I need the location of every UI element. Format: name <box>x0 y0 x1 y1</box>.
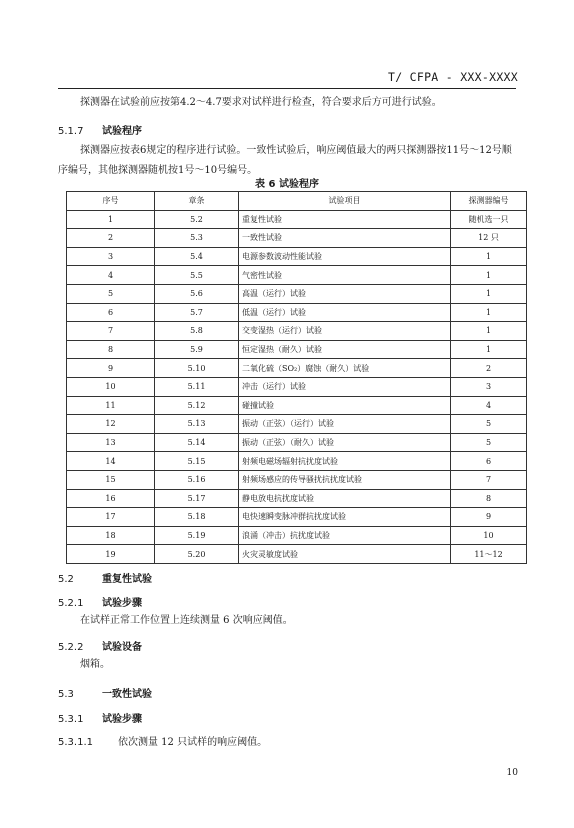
heading-5-1-7 <box>58 122 142 137</box>
cell-clause: 5.14 <box>155 433 239 452</box>
cell-test-item: 冲击（运行）试验 <box>239 377 451 396</box>
cell-seq: 1 <box>67 210 155 229</box>
cell-clause: 5.8 <box>155 322 239 341</box>
table-row <box>67 340 527 359</box>
cell-test-item: 振动（正弦）（耐久）试验 <box>239 433 451 452</box>
cell-seq: 12 <box>67 415 155 434</box>
table-row <box>67 322 527 341</box>
cell-test-item: 重复性试验 <box>239 210 451 229</box>
test-procedure-table <box>66 191 527 564</box>
table-row <box>67 303 527 322</box>
cell-clause: 5.4 <box>155 247 239 266</box>
cell-test-item: 一致性试验 <box>239 229 451 248</box>
cell-test-item: 高温（运行）试验 <box>239 284 451 303</box>
table-row <box>67 396 527 415</box>
cell-detector-no: 8 <box>451 489 527 508</box>
doc-code-header: T/ CFPA - XXX-XXXX <box>387 70 518 84</box>
table-row <box>67 229 527 248</box>
cell-clause: 5.15 <box>155 452 239 471</box>
table-row <box>67 470 527 489</box>
table-row <box>67 508 527 527</box>
col-header-test-item: 试验项目 <box>239 192 451 211</box>
table-row <box>67 247 527 266</box>
heading-title: 试验设备 <box>102 642 142 653</box>
heading-title: 一致性试验 <box>102 689 152 700</box>
cell-test-item: 电快速瞬变脉冲群抗扰度试验 <box>239 508 451 527</box>
cell-detector-no: 1 <box>451 247 527 266</box>
heading-title: 试验步骤 <box>102 598 142 609</box>
cell-seq: 15 <box>67 470 155 489</box>
cell-clause: 5.13 <box>155 415 239 434</box>
cell-detector-no: 10 <box>451 526 527 545</box>
heading-number: 5.2.1 <box>58 598 84 609</box>
col-header-detector-no: 探测器编号 <box>451 192 527 211</box>
col-header-clause: 章条 <box>155 192 239 211</box>
cell-detector-no: 随机选一只 <box>451 210 527 229</box>
cell-clause: 5.18 <box>155 508 239 527</box>
cell-test-item: 碰撞试验 <box>239 396 451 415</box>
heading-5-2-1 <box>58 594 142 609</box>
cell-seq: 14 <box>67 452 155 471</box>
col-header-seq: 序号 <box>67 192 155 211</box>
table-row <box>67 359 527 378</box>
heading-title: 试验步骤 <box>102 714 142 725</box>
cell-seq: 6 <box>67 303 155 322</box>
cell-detector-no: 9 <box>451 508 527 527</box>
cell-test-item: 静电放电抗扰度试验 <box>239 489 451 508</box>
cell-test-item: 射频场感应的传导骚扰抗扰度试验 <box>239 470 451 489</box>
cell-test-item: 恒定湿热（耐久）试验 <box>239 340 451 359</box>
cell-seq: 9 <box>67 359 155 378</box>
cell-test-item: 交变湿热（运行）试验 <box>239 322 451 341</box>
cell-seq: 3 <box>67 247 155 266</box>
cell-detector-no: 3 <box>451 377 527 396</box>
cell-seq: 16 <box>67 489 155 508</box>
clause-number: 5.3.1.1 <box>58 737 93 748</box>
cell-clause: 5.9 <box>155 340 239 359</box>
table-header-row <box>67 192 527 211</box>
intro-paragraph: 探测器在试验前应按第4.2～4.7要求对试样进行检查，符合要求后方可进行试验。 <box>80 97 442 108</box>
cell-clause: 5.12 <box>155 396 239 415</box>
cell-test-item: 低温（运行）试验 <box>239 303 451 322</box>
page-number: 10 <box>506 768 518 778</box>
cell-test-item: 浪涌（冲击）抗扰度试验 <box>239 526 451 545</box>
cell-detector-no: 4 <box>451 396 527 415</box>
cell-clause: 5.6 <box>155 284 239 303</box>
cell-seq: 18 <box>67 526 155 545</box>
heading-title: 重复性试验 <box>102 574 152 585</box>
heading-5-3 <box>58 685 152 700</box>
heading-5-2 <box>58 570 152 585</box>
repeatability-equipment-text: 烟箱。 <box>80 659 110 670</box>
cell-detector-no: 2 <box>451 359 527 378</box>
cell-test-item: 气密性试验 <box>239 266 451 285</box>
table-row <box>67 415 527 434</box>
cell-test-item: 射频电磁场辐射抗扰度试验 <box>239 452 451 471</box>
cell-clause: 5.16 <box>155 470 239 489</box>
cell-clause: 5.7 <box>155 303 239 322</box>
cell-seq: 17 <box>67 508 155 527</box>
cell-test-item: 电源参数波动性能试验 <box>239 247 451 266</box>
table-row <box>67 377 527 396</box>
table-row <box>67 545 527 564</box>
cell-detector-no: 6 <box>451 452 527 471</box>
cell-detector-no: 5 <box>451 433 527 452</box>
cell-seq: 4 <box>67 266 155 285</box>
heading-title: 试验程序 <box>102 126 142 137</box>
cell-detector-no: 12 只 <box>451 229 527 248</box>
cell-seq: 19 <box>67 545 155 564</box>
clause-5-3-1-1 <box>58 733 267 748</box>
cell-clause: 5.19 <box>155 526 239 545</box>
cell-seq: 7 <box>67 322 155 341</box>
heading-5-2-2 <box>58 638 142 653</box>
heading-number: 5.1.7 <box>58 126 84 137</box>
cell-seq: 11 <box>67 396 155 415</box>
table-caption: 表 6 试验程序 <box>255 179 319 190</box>
cell-detector-no: 5 <box>451 415 527 434</box>
table-row <box>67 452 527 471</box>
cell-clause: 5.5 <box>155 266 239 285</box>
table-row <box>67 210 527 229</box>
heading-number: 5.2.2 <box>58 642 84 653</box>
cell-seq: 2 <box>67 229 155 248</box>
heading-number: 5.3.1 <box>58 714 84 725</box>
cell-seq: 5 <box>67 284 155 303</box>
table-row <box>67 489 527 508</box>
cell-detector-no: 1 <box>451 322 527 341</box>
cell-detector-no: 1 <box>451 266 527 285</box>
repeatability-steps-text: 在试样正常工作位置上连续测量 6 次响应阈值。 <box>80 615 293 626</box>
heading-number: 5.3 <box>58 689 74 700</box>
heading-5-3-1 <box>58 710 142 725</box>
table-row <box>67 526 527 545</box>
cell-detector-no: 1 <box>451 284 527 303</box>
cell-clause: 5.2 <box>155 210 239 229</box>
cell-test-item: 火灾灵敏度试验 <box>239 545 451 564</box>
cell-test-item: 振动（正弦）（运行）试验 <box>239 415 451 434</box>
cell-detector-no: 7 <box>451 470 527 489</box>
cell-clause: 5.11 <box>155 377 239 396</box>
header-rule <box>58 88 516 89</box>
cell-seq: 8 <box>67 340 155 359</box>
cell-seq: 10 <box>67 377 155 396</box>
table-row <box>67 433 527 452</box>
cell-detector-no: 1 <box>451 303 527 322</box>
cell-detector-no: 11～12 <box>451 545 527 564</box>
cell-clause: 5.3 <box>155 229 239 248</box>
cell-clause: 5.17 <box>155 489 239 508</box>
cell-clause: 5.20 <box>155 545 239 564</box>
cell-test-item: 二氧化硫（SO₂）腐蚀（耐久）试验 <box>239 359 451 378</box>
cell-seq: 13 <box>67 433 155 452</box>
table-row <box>67 266 527 285</box>
cell-detector-no: 1 <box>451 340 527 359</box>
cell-clause: 5.10 <box>155 359 239 378</box>
heading-number: 5.2 <box>58 574 74 585</box>
table-row <box>67 284 527 303</box>
procedure-paragraph: 探测器应按表6规定的程序进行试验。一致性试验后，响应阈值最大的两只探测器按11号～12号顺序编号，其他探测器随机按1号～10号编号。 <box>58 145 512 176</box>
clause-text: 依次测量 12 只试样的响应阈值。 <box>118 737 268 748</box>
